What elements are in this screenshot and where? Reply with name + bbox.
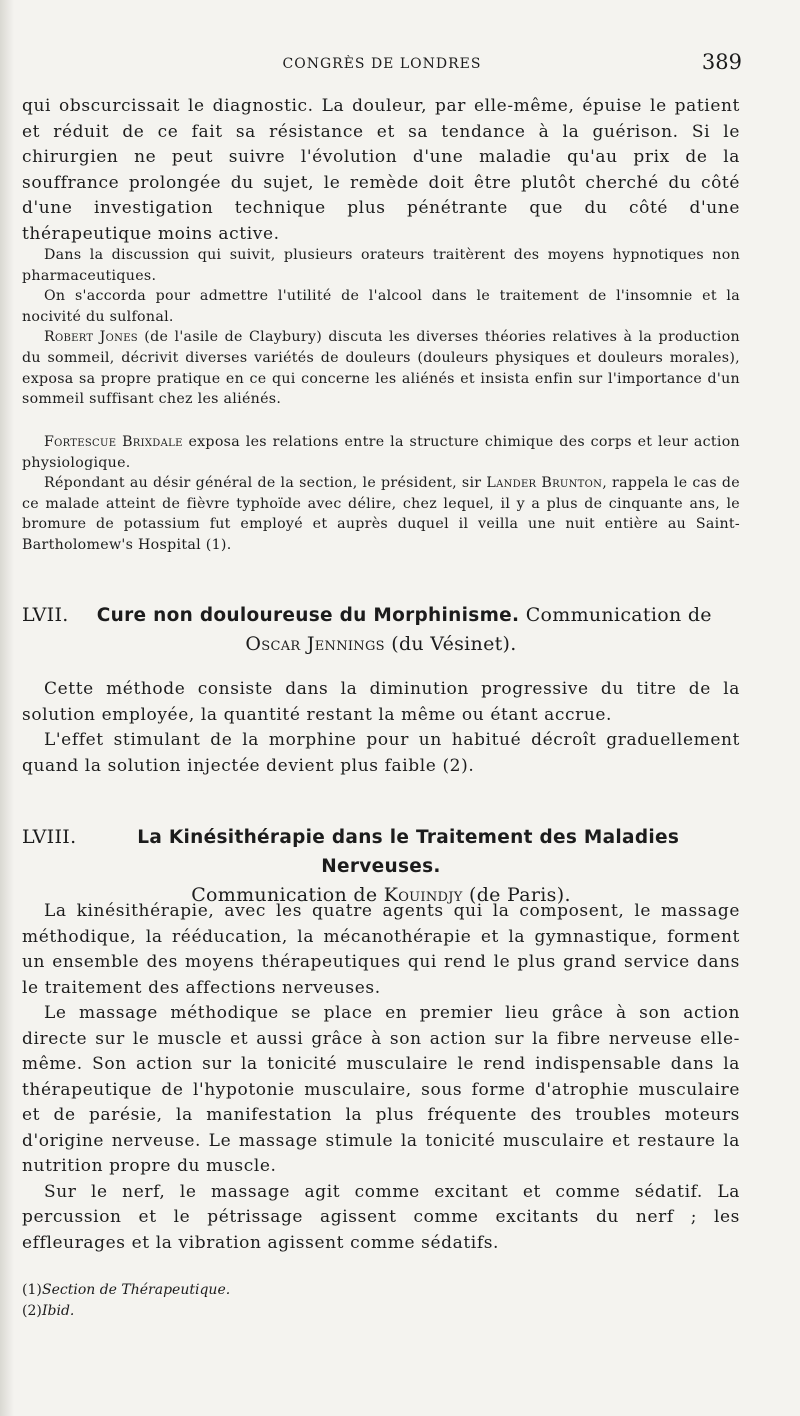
section-title: Cure non douloureuse du Morphinisme. [96,605,520,626]
communication-label: Communication de [191,884,378,906]
discussion-text: , rappela le cas de ce malade atteint de fièvre typhoïde avec délire, chez lequel, il y a plus de cinquante ans, le bromure de potassium fut employé et auprès duquel il veilla une nuit entière au Saint-Bartholomew's Hospital (1). [22,475,740,553]
section-58-paragraph-1: La kinésithérapie, avec les quatre agents qui la composent, le massage méthodique, la rééducation, la mécanothérapie et la gymnastique, forment un ensemble des moyens thérapeutiques qui rend le plus grand service dans le traitement des affections nerveuses. [22,901,740,998]
footnote-number: (1) [22,1282,42,1298]
speaker-name: Fortescue Brixdale [44,434,183,450]
discussion-paragraph-1: Dans la discussion qui suivit, plusieurs orateurs traitèrent des moyens hypnotiques non pharmaceutiques. [22,247,740,284]
section-58-paragraph-3: Sur le nerf, le massage agit comme excitant et comme sédatif. La percussion et le pétrissage agissent comme excitants du nerf ; les effleurages et la vibration agissent comme sédatifs. [22,1181,740,1253]
author-place: (de Paris). [469,884,571,906]
running-head: CONGRÈS DE LONDRES [282,56,482,72]
scan-edge [0,0,14,1416]
section-number: LVII. [22,604,69,626]
page-header [22,50,742,80]
discussion-paragraph-4 [22,432,740,473]
discussion-text: (de l'asile de Claybury) discuta les diverses théories relatives à la production du sommeil, décrivit diverses variétés de douleurs (douleurs physiques et douleurs morales), exposa sa propre pratique en ce qui concerne les aliénés et insista enfin sur l'importance d'un sommeil suffisant chez les aliénés. [22,329,740,408]
discussion-block-2 [22,432,740,556]
footnote-text: Ibid. [42,1303,75,1319]
author-place: (du Vésinet). [391,633,517,655]
discussion-paragraph-3 [22,327,740,409]
footnote-text: Section de Thérapeutique. [42,1282,231,1298]
footnotes [22,1280,740,1322]
section-number: LVIII. [22,826,77,848]
section-author: Kouindjy [383,884,463,906]
discussion-text: Répondant au désir général de la section, le président, sir [44,475,487,492]
discussion-block [22,245,740,410]
section-58-body [22,899,740,1256]
intro-paragraph: qui obscurcissait le diagnostic. La douleur, par elle-même, épuise le patient et réduit de ce fait sa résistance et sa tendance à la guérison. Si le chirurgien ne peut suivre l'évolution d'une maladie qu'au prix de la souffrance prolongée du sujet, le remède doit être plutôt cherché du côté d'une investigation technique plus pénétrante que du côté d'une thérapeutique moins active. [22,96,740,244]
footnote-number: (2) [22,1303,42,1319]
section-title: La Kinésithérapie dans le Traitement des Maladies Nerveuses. [137,827,680,877]
section-57-body [22,677,740,779]
footnote [22,1301,740,1322]
section-57-heading [22,601,740,658]
page-number: 389 [701,50,742,74]
discussion-text: exposa les relations entre la structure chimique des corps et leur action physiologique. [22,434,740,471]
section-57-paragraph-1: Cette méthode consiste dans la diminution progressive du titre de la solution employée, la quantité restant la même ou étant accrue. [22,679,740,725]
section-author: Oscar Jennings [245,633,385,655]
communication-label: Communication de [525,604,712,626]
section-57-paragraph-2: L'effet stimulant de la morphine pour un habitué décroît graduellement quand la solution injectée devient plus faible (2). [22,730,740,776]
discussion-paragraph-2: On s'accorda pour admettre l'utilité de l'alcool dans le traitement de l'insomnie et la nocivité du sulfonal. [22,288,740,325]
section-58-heading [22,823,740,909]
speaker-name: Robert Jones [44,329,138,346]
discussion-paragraph-5 [22,473,740,555]
footnote [22,1280,740,1301]
section-58-paragraph-2: Le massage méthodique se place en premier lieu grâce à son action directe sur le muscle et aussi grâce à son action sur la fibre nerveuse elle-même. Son action sur la tonicité musculaire le rend indispensable dans la thérapeutique de l'hypotonie musculaire, sous forme d'atrophie musculaire et de parésie, la manifestation la plus fréquente des troubles moteurs d'origine nerveuse. Le massage stimule la tonicité musculaire et restaure la nutrition propre du muscle. [22,1003,740,1176]
speaker-name: Lander Brunton [486,475,603,492]
